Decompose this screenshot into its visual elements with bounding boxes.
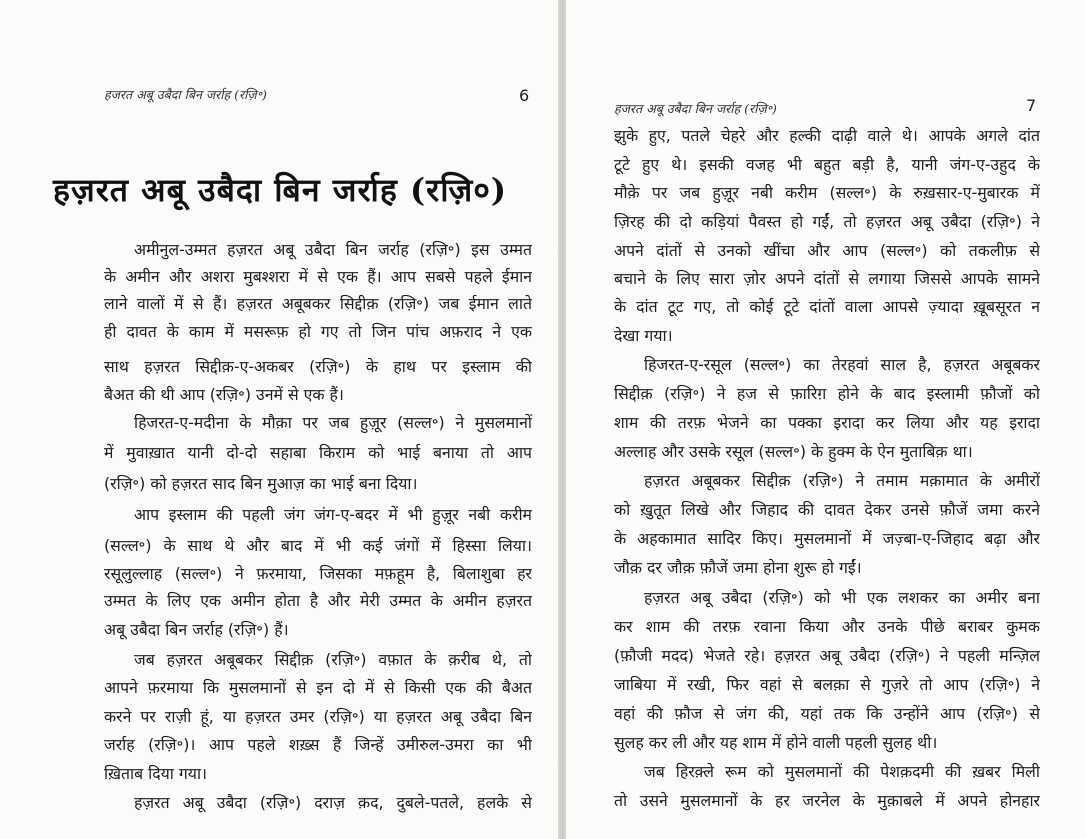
text-line: में मुवाख़ात यानी दो-दो सहाबा किराम को भाई बनाया तो आप — [104, 443, 532, 462]
text-line: ज़िरह की दो कड़ियां पैवस्त हो गईं, तो हज़रत अबू उबैदा (रज़ि॰) ने — [614, 212, 1040, 231]
text-line: आप इस्लाम की पहली जंग जंग-ए-बदर में भी हुज़ूर नबी करीम — [134, 505, 532, 524]
right-page — [566, 0, 1086, 839]
text-line: के दांत टूट गए, तो कोई टूटे दांतों वाला आपसे ज़्यादा ख़ूबसूरत न — [614, 297, 1040, 316]
text-line: मौक़े पर जब हुज़ूर नबी करीम (सल्ल॰) के रुख़सार-ए-मुबारक में — [614, 183, 1040, 202]
text-line: झुके हुए, पतले चेहरे और हल्की दाढ़ी वाले थे। आपके अगले दांत — [614, 126, 1040, 145]
text-line: हज़रत अबू उबैदा (रज़ि॰) को भी एक लशकर का अमीर बना — [644, 588, 1040, 607]
text-line: टूटे हुए थे। इसकी वजह भी बहुत बड़ी है, यानी जंग-ए-उहुद के — [614, 155, 1040, 174]
text-line: उम्मत के लिए एक अमीन होता है और मेरी उम्मत के अमीन हज़रत — [104, 591, 532, 610]
left-page-number: 6 — [519, 86, 530, 105]
text-line: के अमीन और अशरा मुबश्शरा में से एक हैं। आप सबसे पहले ईमान — [104, 267, 532, 286]
text-line: हज़रत अबूबकर सिद्दीक़ (रज़ि॰) ने तमाम मक़ामात के अमीरों — [644, 471, 1040, 490]
text-line: ही दावत के काम में मसरूफ़ हो गए तो जिन पांच अफ़राद ने एक — [104, 322, 532, 341]
text-line: साथ हज़रत सिद्दीक़-ए-अकबर (रज़ि॰) के हाथ पर इस्लाम की — [104, 357, 532, 376]
text-line: तो उसने मुसलमानों के हर जरनेल के मुक़ाबले में अपने होनहार — [614, 791, 1040, 810]
text-line: आपने फ़रमाया कि मुसलमानों से इन दो में से किसी एक की बैअत — [104, 678, 532, 697]
text-line: करने पर राज़ी हूं, या हज़रत उमर (रज़ि॰) या हज़रत अबू उबैदा बिन — [104, 707, 532, 726]
text-line: जौक़ दर जौक़ फ़ौजें जमा होना शुरू हो गईं। — [614, 558, 862, 577]
text-line: हिजरत-ए-मदीना के मौक़ा पर जब हुज़ूर (सल्ल॰) ने मुसलमानों — [134, 413, 532, 432]
text-line: देखा गया। — [614, 326, 673, 345]
text-line: (फ़ौजी मदद) भेजते रहे। हज़रत अबू उबैदा (रज़ि॰) ने पहली मन्ज़िल — [614, 646, 1040, 665]
text-line: जब हज़रत अबूबकर सिद्दीक़ (रज़ि॰) वफ़ात के क़रीब थे, तो — [134, 650, 532, 669]
text-line: रसूलुल्लाह (सल्ल॰) ने फ़रमाया, जिसका मफ़हूम है, बिलाशुबा हर — [104, 564, 532, 583]
text-line: सिद्दीक़ (रज़ि॰) ने हज से फ़ारिग़ होने के बाद इस्लामी फ़ौजों को — [614, 384, 1040, 403]
text-line: लाने वालों में से हैं। हज़रत अबूबकर सिद्दीक़ (रज़ि॰) जब ईमान लाते — [104, 294, 532, 313]
text-line: अपने दांतों से उनको खींचा और आप (सल्ल॰) को तकलीफ़ से — [614, 241, 1040, 260]
text-line: शाम की तरफ़ भेजने का पक्का इरादा कर लिया और यह इरादा — [614, 413, 1040, 432]
left-running-header: हजरत अबू उबैदा बिन जर्राह (रज़ि॰) — [104, 87, 267, 102]
text-line: के अहकामात सादिर किए। मुसलमानों में जज़्बा-ए-जिहाद बढ़ा और — [614, 529, 1040, 548]
text-line: हिजरत-ए-रसूल (सल्ल॰) का तेरहवां साल है, हज़रत अबूबकर — [644, 355, 1040, 374]
text-line: हज़रत अबू उबैदा (रज़ि॰) दराज़ क़द, दुबले-पतले, हलके से — [134, 793, 532, 812]
text-line: जब हिरक़्ले रूम को मुसलमानों की पेशक़दमी की ख़बर मिली — [644, 762, 1040, 781]
right-page-number: 7 — [1026, 96, 1037, 115]
text-line: ख़िताब दिया गया। — [104, 764, 208, 783]
text-line: जाबिया में रखी, फिर वहां से बलक़ा से गुज़रे तो आप (रज़ि॰) ने — [614, 675, 1040, 694]
text-line: वहां की फ़ौज से जंग की, यहां तक कि उन्होंने आप (रज़ि॰) से — [614, 704, 1040, 723]
chapter-title: हज़रत अबू उबैदा बिन जर्राह (रज़ि०) — [52, 171, 508, 209]
text-line: बैअत की थी आप (रज़ि॰) उनमें से एक हैं। — [104, 385, 344, 404]
text-line: (सल्ल॰) के साथ थे और बाद में भी कई जंगों में हिस्सा लिया। — [104, 536, 532, 555]
text-line: (रज़ि॰) को हज़रत साद बिन मुआज़ का भाई बना दिया। — [104, 474, 418, 493]
text-line: कर शाम की तरफ़ रवाना किया और उनके पीछे बराबर कुमक — [614, 617, 1040, 636]
text-line: अल्लाह और उसके रसूल (सल्ल॰) के हुक्म के ऐन मुताबिक़ था। — [614, 442, 973, 461]
text-line: अमीनुल-उम्मत हज़रत अबू उबैदा बिन जर्राह (रज़ि॰) इस उम्मत — [134, 240, 532, 259]
text-line: बचाने के लिए सारा ज़ोर अपने दांतों से लगाया जिससे आपके सामने — [614, 269, 1040, 288]
right-running-header: हजरत अबू उबैदा बिन जर्राह (रज़ि॰) — [614, 101, 777, 116]
text-line: जर्राह (रज़ि॰)। आप पहले शख़्स हैं जिन्हें उमीरुल-उमरा का भी — [104, 735, 532, 754]
text-line: अबू उबैदा बिन जर्राह (रज़ि॰) हैं। — [104, 620, 289, 639]
text-line: सुलह कर ली और यह शाम में होने वाली पहली सुलह थी। — [614, 733, 938, 752]
text-line: को ख़ुतूत लिखे और जिहाद की दावत देकर उनसे फ़ौजें जमा करने — [614, 500, 1040, 519]
